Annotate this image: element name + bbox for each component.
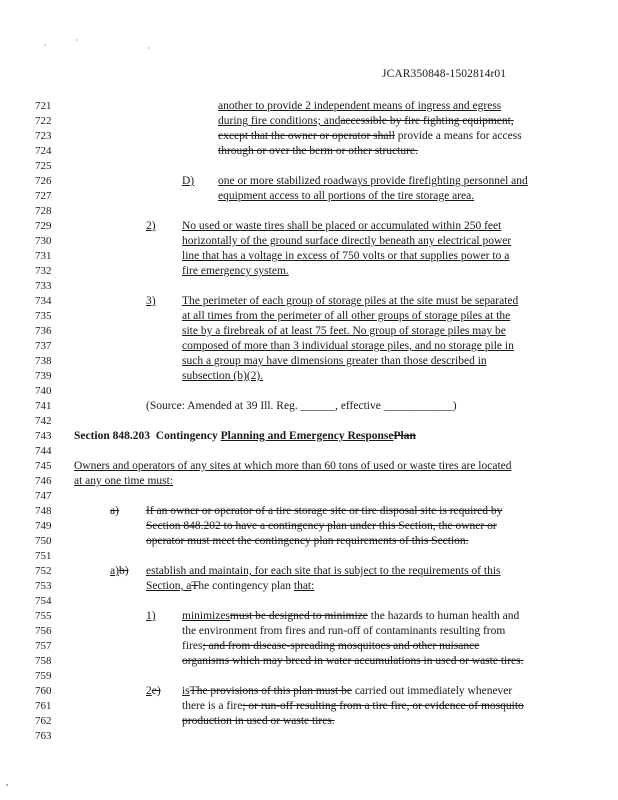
item-2e-label	[146, 685, 161, 698]
line-number: 725	[35, 160, 52, 172]
line-number: 744	[35, 445, 52, 457]
line-number: 731	[35, 250, 52, 262]
item-1-label: 1)	[146, 610, 156, 622]
line-number: 758	[35, 655, 52, 667]
line-number: 724	[35, 145, 52, 157]
line-number: 753	[35, 580, 52, 592]
line-number: 723	[35, 130, 52, 142]
line-number: 736	[35, 325, 52, 337]
deleted-text: ; or run-off resulting from a tire fire, or evidence of mosquito	[242, 700, 524, 712]
line-number: 746	[35, 475, 52, 487]
section-number: Section 848.203	[74, 430, 151, 442]
document-id-header: JCAR350848-1502814r01	[382, 68, 507, 80]
deleted-text: ; and from disease-spreading mosquitoes and other nuisance	[202, 640, 480, 652]
line-number: 762	[35, 715, 52, 727]
line-number: 745	[35, 460, 52, 472]
item-3-label: 3)	[146, 295, 156, 307]
deleted-text: b)	[118, 565, 129, 577]
inserted-text: minimizes	[182, 610, 230, 622]
text-line-762: production in used or waste tires.	[182, 715, 335, 727]
text-line-748: If an owner or operator of a tire storage site or tire disposal site is required by	[146, 505, 503, 517]
line-number: 737	[35, 340, 52, 352]
new-item-a-label	[110, 565, 129, 578]
text-line-731: line that has a voltage in excess of 750 volts or that supplies power to a	[182, 250, 510, 262]
line-number: 755	[35, 610, 52, 622]
text-line-739: subsection (b)(2).	[182, 370, 264, 382]
source-note: (Source: Amended at 39 Ill. Reg. ______, effective ____________)	[146, 400, 457, 412]
text-line-755	[182, 610, 519, 623]
line-number: 738	[35, 355, 52, 367]
line-number: 754	[35, 595, 52, 607]
line-number: 751	[35, 550, 52, 562]
old-item-a-label: a)	[110, 505, 119, 517]
deleted-text: except that the owner or operator shall	[218, 130, 395, 142]
text-line-746: at any one time must:	[74, 475, 174, 487]
line-number: 726	[35, 175, 52, 187]
text-line-738: such a group may have dimensions greater than those described in	[182, 355, 487, 367]
text-line-761	[182, 700, 524, 713]
plain-text: provide a means for access	[394, 130, 522, 142]
text-line-750: operator must meet the contingency plan requirements of this Section.	[146, 535, 469, 547]
text-line-732: fire emergency system.	[182, 265, 289, 277]
scan-speck	[148, 47, 150, 49]
scan-speck	[6, 784, 8, 786]
line-number: 732	[35, 265, 52, 277]
deleted-text: e)	[151, 685, 161, 697]
line-number: 763	[35, 730, 52, 742]
item-2-label: 2)	[146, 220, 156, 232]
inserted-text: a)	[110, 565, 119, 577]
plain-text: the hazards to human health and	[367, 610, 520, 622]
line-number: 747	[35, 490, 52, 502]
line-number: 750	[35, 535, 52, 547]
deleted-text: must be designed to minimize	[229, 610, 368, 622]
line-number: 739	[35, 370, 52, 382]
line-number: 740	[35, 385, 52, 397]
inserted-text: is	[182, 685, 190, 697]
text-line-749: Section 848.202 to have a contingency plan under this Section, the owner or	[146, 520, 497, 532]
line-number: 760	[35, 685, 52, 697]
line-number: 748	[35, 505, 52, 517]
text-line-726: one or more stabilized roadways provide firefighting personnel and	[218, 175, 528, 187]
text-line-745: Owners and operators of any sites at which more than 60 tons of used or waste tires are located	[74, 460, 512, 472]
section-title-plain: Contingency	[155, 430, 218, 442]
deleted-text: T	[191, 580, 199, 592]
section-heading	[74, 430, 416, 443]
text-line-737: composed of more than 3 individual storage piles, and no storage pile in	[182, 340, 514, 352]
line-number: 733	[35, 280, 52, 292]
plain-text: fires	[182, 640, 203, 652]
line-number: 734	[35, 295, 52, 307]
line-number: 735	[35, 310, 52, 322]
scan-speck	[76, 39, 78, 41]
line-number: 721	[35, 100, 52, 112]
text-line-724: through or over the berm or other structure.	[218, 145, 418, 157]
line-number: 752	[35, 565, 52, 577]
deleted-text: accessible by fire fighting equipment,	[340, 115, 514, 127]
text-line-722	[218, 115, 514, 128]
section-title-inserted: Planning and Emergency Response	[220, 430, 394, 442]
text-line-758: organisms which may breed in water accumulations in used or waste tires.	[182, 655, 524, 667]
text-line-730: horizontally of the ground surface directly beneath any electrical power	[182, 235, 512, 247]
line-number: 742	[35, 415, 52, 427]
text-line-753	[146, 580, 314, 593]
line-number: 729	[35, 220, 52, 232]
text-line-734: The perimeter of each group of storage piles at the site must be separated	[182, 295, 519, 307]
text-line-735: at all times from the perimeter of all other groups of storage piles at the	[182, 310, 511, 322]
text-line-729: No used or waste tires shall be placed or accumulated within 250 feet	[182, 220, 502, 232]
line-number: 730	[35, 235, 52, 247]
section-title-deleted: Plan	[393, 430, 416, 442]
deleted-text: The provisions of this plan must be	[189, 685, 352, 697]
text-line-757	[182, 640, 479, 653]
plain-text: there is a fire	[182, 700, 243, 712]
scan-speck	[44, 44, 46, 46]
text-line-727: equipment access to all portions of the tire storage area.	[218, 190, 475, 202]
line-number: 728	[35, 205, 52, 217]
line-number: 749	[35, 520, 52, 532]
text-line-752: establish and maintain, for each site that is subject to the requirements of this	[146, 565, 501, 577]
inserted-text: during fire conditions; and	[218, 115, 341, 127]
text-line-721: another to provide 2 independent means of ingress and egress	[218, 100, 502, 112]
plain-text: he contingency plan	[198, 580, 294, 592]
line-number: 761	[35, 700, 52, 712]
line-number: 727	[35, 190, 52, 202]
inserted-text: 2	[146, 685, 152, 697]
line-number: 757	[35, 640, 52, 652]
inserted-text: Section, a	[146, 580, 192, 592]
line-number: 756	[35, 625, 52, 637]
inserted-text: that:	[293, 580, 315, 592]
line-number: 741	[35, 400, 52, 412]
text-line-760	[182, 685, 512, 698]
text-line-736: site by a firebreak of at least 75 feet. No group of storage piles may be	[182, 325, 506, 337]
line-number: 759	[35, 670, 52, 682]
line-number: 722	[35, 115, 52, 127]
text-line-756: the environment from fires and run-off of contaminants resulting from	[182, 625, 506, 637]
line-number: 743	[35, 430, 52, 442]
item-d-label: D)	[182, 175, 195, 187]
plain-text: carried out immediately whenever	[351, 685, 513, 697]
text-line-723	[218, 130, 522, 143]
